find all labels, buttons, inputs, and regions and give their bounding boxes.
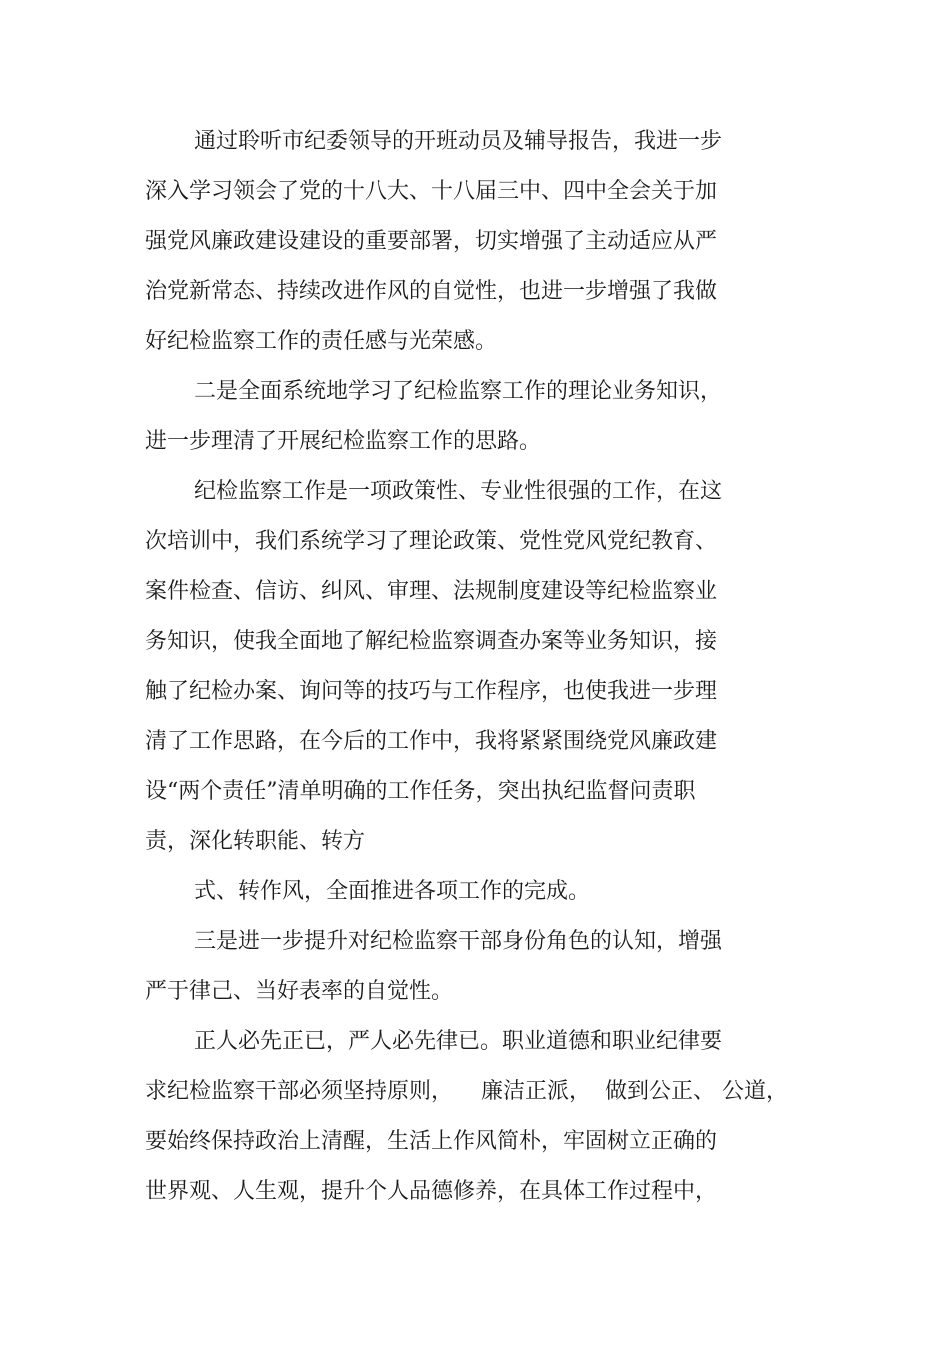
text-line: 严于律己、当好表率的自觉性。 (145, 979, 454, 1004)
text-line: 世界观、人生观，提升个人品德修养，在具体工作过程中， (145, 1179, 718, 1204)
text-line: 正人必先正已，严人必先律已。职业道德和职业纪律要 (194, 1029, 723, 1054)
text-line: 二是全面系统地学习了纪检监察工作的理论业务知识， (194, 379, 723, 404)
text-line: 三是进一步提升对纪检监察干部身份角色的认知，增强 (194, 929, 723, 954)
text-line: 案件检查、信访、纠风、审理、法规制度建设等纪检监察业 (145, 579, 718, 604)
text-line: 深入学习领会了党的十八大、十八届三中、四中全会关于加 (145, 179, 718, 204)
text-line: 责，深化转职能、转方 (145, 829, 366, 854)
text-line: 进一步理清了开展纪检监察工作的思路。 (145, 429, 542, 454)
text-line: 式、转作风，全面推进各项工作的完成。 (194, 879, 591, 904)
text-line: 务知识，使我全面地了解纪检监察调查办案等业务知识，接 (145, 629, 718, 654)
text-line: 触了纪检办案、询问等的技巧与工作程序，也使我进一步理 (145, 679, 718, 704)
text-line: 通过聆听市纪委领导的开班动员及辅导报告，我进一步 (194, 129, 723, 154)
text-line: 强党风廉政建设建设的重要部署，切实增强了主动适应从严 (145, 229, 718, 254)
text-line: 治党新常态、持续改进作风的自觉性，也进一步增强了我做 (145, 279, 718, 304)
text-line: 要始终保持政治上清醒，生活上作风简朴，牢固树立正确的 (145, 1129, 718, 1154)
text-line: 纪检监察工作是一项政策性、专业性很强的工作，在这 (194, 479, 723, 504)
text-line: 好纪检监察工作的责任感与光荣感。 (145, 329, 498, 354)
text-line: 设“两个责任”清单明确的工作任务，突出执纪监督问责职 (145, 779, 696, 804)
text-line: 求纪检监察干部必须坚持原则， 廉洁正派， 做到公正、 公道， (145, 1079, 788, 1104)
text-line: 清了工作思路，在今后的工作中，我将紧紧围绕党风廉政建 (145, 729, 718, 754)
text-line: 次培训中，我们系统学习了理论政策、党性党风党纪教育、 (145, 529, 718, 554)
